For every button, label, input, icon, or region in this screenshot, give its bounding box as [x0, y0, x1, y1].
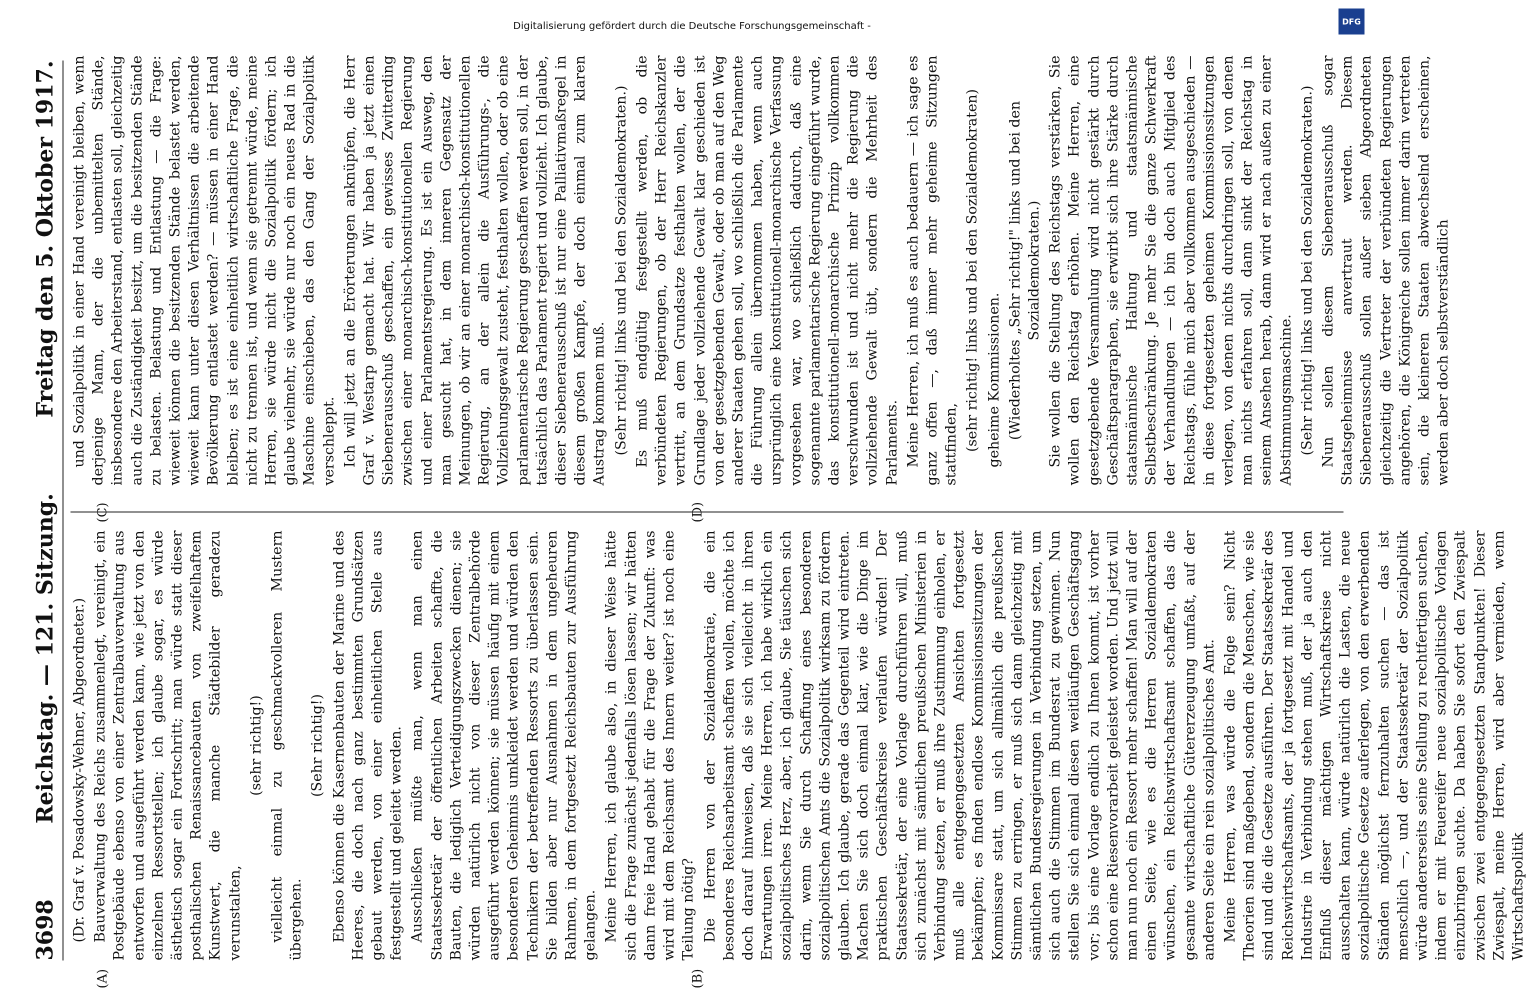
rotated-page: [0, 1, 1527, 1001]
paragraph: Ausschließen müßte man, wenn man einen Staatssekretär der öffentlichen Arbeiten schaffte, die Bauten, die lediglich Verteidigungszwecken dienen; sie würden natürlich nicht von dieser Zentralbehörde ausgeführt werden können; sie müssen häufig mit einem besonderen Geheimnis umkleidet werden und würden den Technikern der betreffenden Ressorts zu überlassen sein. Sie bilden aber nur Ausnahmen in dem ungeheuren Rahmen, in dem fortgesetzt Reichsbauten zur Ausführung gelangen.: [409, 530, 599, 961]
paragraph: Meine Herren, ich glaube also, in dieser Weise hätte sich die Frage zunächst jedenfalls lösen lassen; wir hätten dann freie Hand gehabt für die Frage der Zukunft: was wird mit dem Reichsamt des Innern weiter? ist noch eine Teilung nötig?: [603, 530, 697, 961]
digitization-note: [20, 9, 1363, 45]
column-rule: [70, 512, 1343, 513]
paragraph: Meine Herren, was würde die Folge sein? Nicht Theorien sind maßgebend, sondern die Menschen, wie sie sind und die die Gesetze ausführen. Der Staatssekretär des Reichswirtschaftsamts, der ja fortgesetzt mit Handel und Industrie in Verbindung stehen muß, der ja auch den Einfluß dieser mächtigen Wirtschaftskreise nicht ausschalten kann, würde natürlich die Lasten, die neue sozialpolitische Gesetze auferlegen, von den erwerbenden Ständen möglichst fernzuhalten suchen — das ist menschlich —, und der Staatssekretär der Sozialpolitik würde andererseits seine Stellung zu rechtfertigen suchen, indem er mit Feuereifer neue sozialpolitische Vorlagen einzubringen suchte. Da haben Sie sofort den Zwiespalt zwischen zwei entgegengesetzten Standpunkten! Dieser Zwiespalt, meine Herren, wird aber vermieden, wenn Wirtschaftspolitik: [1221, 530, 1527, 961]
margin-mark-b: (B): [690, 968, 705, 989]
paragraph: Die Herren von der Sozialdemokratie, die ein besonderes Reichsarbeitsamt schaffen wollen, möchte ich doch darauf hinweisen, daß sie sich vielleicht in ihren Erwartungen irren. Meine Herren, ich habe wirklich ein sozialpolitisches Herz, aber, ich glaube, Sie täuschen sich darin, wenn Sie durch Schaffung eines besonderen sozialpolitischen Amts die Sozialpolitik wirksam zu fördern glauben. Ich glaube, gerade das Gegenteil wird eintreten. Machen Sie sich doch einmal klar, wie die Dinge im praktischen Geschäftskreise verlaufen würden! Der Staatssekretär, der eine Vorlage durchführen will, muß sich zunächst mit sämtlichen preußischen Ministerien in Verbindung setzen, er muß ihre Zustimmung einholen, er muß alle entgegengesetzten Ansichten fortgesetzt bekämpfen; es finden endlose Kommissionssitzungen der Kommissare statt, um sich allmählich die preußischen Stimmen zu erringen, er muß sich dann gleichzeitig mit sämtlichen Bundesregierungen in Verbindung setzen, um sich auch die Stimmen im Bundesrat zu gewinnen. Nun stellen Sie sich einmal diesen weitläufigen Geschäftsgang vor; bis eine Vorlage endlich zu Ihnen kommt, ist vorher schon eine Riesenvorarbeit geleistet worden. Und jetzt will man nun noch ein Ressort mehr schaffen! Man will auf der einen Seite, wie es die Herren Sozialdemokraten wünschen, ein Reichswirtschaftsamt schaffen, das die gesamte wirtschaftliche Gütererzeugung umfaßt, auf der anderen Seite ein rein sozialpolitisches Amt.: [701, 530, 1217, 961]
paragraph: Sie wollen die Stellung des Reichstags verstärken, Sie wollen den Reichstag erhöhen. Meine Herren, eine gesetzgebende Versammlung wird nicht gestärkt durch Geschäftsparagraphen, sie erwirbt sich ihre Stärke durch staatsmännische Haltung und staatsmännische Selbstbeschränkung. Je mehr Sie die ganze Schwerkraft der Verhandlungen — ich bin doch auch Mitglied des Reichstags, fühle mich aber vollkommen ausgeschieden — in diese fortgesetzten geheimen Kommissionssitzungen verlegen, von denen nichts durchdringen soll, von denen man nichts erfahren soll, dann sinkt der Reichstag in seinem Ansehen herab, dann wird er nach außen zu einer Abstimmungsmaschine.: [1047, 55, 1294, 486]
page-number: 3698: [32, 899, 58, 961]
paragraph: geheime Kommissionen.: [985, 292, 1002, 468]
session-title: Reichstag. — 121. Sitzung.: [32, 493, 58, 824]
paragraph: Nun sollen diesem Siebenerausschuß sogar Staatsgeheimnisse anvertraut werden. Diesem Siebenerausschuß sollen außer sieben Abgeordneten gleichzeitig die Vertreter der verbündeten Regierungen angehören, die Königreiche sollen immer darin vertreten sein, die kleineren Staaten abwechselnd erscheinen, werden aber doch selbstverständlich: [1320, 55, 1452, 486]
paragraph: vielleicht einmal zu geschmackvolleren Mustern übergehen.: [269, 530, 305, 961]
dfg-logo: DFG: [1338, 9, 1364, 35]
paragraph: Ich will jetzt an die Erörterungen anknüpfen, die Herr Graf v. Westarp gemacht hat. Wir haben ja jetzt einen Siebenerausschuß geschaffen, ein gewisses Zwitterding zwischen einer monarchisch-konstitutionellen Regierung und einer Parlamentsregierung. Es ist ein Ausweg, den man gesucht hat, in dem inneren Gegensatz der Meinungen, ob wir an einer monarchisch-konstitutionellen Regierung, an der allein die Ausführungs-, die Vollziehungsgewalt zusteht, festhalten wollen, oder ob eine parlamentarische Regierung geschaffen werden soll, in der tatsächlich das Parlament regiert und vollzieht. Ich glaube, dieser Siebenerausschuß ist nur eine Palliativmaßregel in diesem großen Kampfe, der doch einmal zum klaren Austrag kommen muß.: [341, 55, 608, 486]
margin-mark-c: (C): [95, 502, 110, 523]
paragraph: Es muß endgültig festgestellt werden, ob die verbündeten Regierungen, ob der Herr Reichskanzler vertritt, an dem Grundsatze festhalten wollen, der die Grundlage jeder vollziehende Gewalt klar geschieden ist von der gesetzgebenden Gewalt, oder ob man auf den Weg anderer Staaten gehen soll, wo schließlich die Parlamente die Führung allein übernommen haben, wenn auch ursprünglich eine konstitutionell-monarchische Verfassung vorgesehen war, wo schließlich dadurch, daß eine sogenannte parlamentarische Regierung eingeführt wurde, das konstitutionell-monarchische Prinzip vollkommen verschwunden ist und nicht mehr die Regierung die vollziehende Gewalt übt, sondern die Mehrheit des Parlaments.: [633, 55, 900, 486]
left-column: [70, 530, 1527, 961]
paragraph: (Sehr richtig!): [309, 693, 326, 798]
margin-mark-a: (A): [95, 968, 110, 989]
paragraph: und Sozialpolitik in einer Hand vereinigt bleiben, wenn derjenige Mann, der die unbemittelten Stände, insbesondere den Arbeiterstand, entlasten soll, gleichzeitig auch die Zuständigkeit besitzt, um die besitzenden Stände zu belasten. Belastung und Entlastung — die Frage: wieweit können die besitzenden Stände belastet werden, wieweit kann unter diesen Verhältnissen die arbeitende Bevölkerung entlastet werden? — müssen in einer Hand bleiben; es ist eine einheitlich wirtschaftliche Frage, die nicht zu trennen ist, und wenn sie getrennt würde, meine Herren, sie würde nicht die Sozialpolitik fördern; ich glaube vielmehr, sie würde nur noch ein neues Rad in die Maschine einschieben, das den Gang der Sozialpolitik verschleppt.: [71, 55, 337, 486]
right-column: [70, 55, 1452, 486]
document-sheet: [0, 1, 1527, 1001]
paragraph: (sehr richtig!): [247, 695, 264, 796]
paragraph: Bauverwaltung des Reichs zusammenlegt, vereinigt, ein Postgebäude ebenso von einer Zentralbauverwaltung aus entworfen und ausgeführt werden kann, wie jetzt von den einzelnen Ressortstellen; ich glaube sogar, es würde ästhetisch sogar ein Fortschritt; man würde statt dieser posthalischen Renaissancebauten von zweifelhaftem Kunstwert, die manche Städtebilder geradezu verunstalten,: [92, 530, 243, 961]
paragraph: Ebenso können die Kasernenbauten der Marine und des Heeres, die doch nach ganz bestimmten Grundsätzen gebaut werden, von einer einheitlichen Stelle aus festgestellt und geleitet werden.: [330, 530, 405, 961]
paragraph: Meine Herren, ich muß es auch bedauern — ich sage es ganz offen —, daß immer mehr geheime Sitzungen stattfinden,: [904, 55, 960, 486]
digitization-note-text: Digitalisierung gefördert durch die Deutsche Forschungsgemeinschaft -: [512, 20, 871, 32]
paragraph: (Sehr richtig! links und bei den Sozialdemokraten.): [1298, 85, 1315, 456]
session-date: Freitag den 5. Oktober 1917.: [32, 60, 58, 418]
paragraph: (Wiederholtes „Sehr richtig!" links und bei den Sozialdemokraten.): [1006, 100, 1042, 441]
margin-mark-d: (D): [690, 501, 705, 523]
paragraph: (Dr. Graf v. Posadowsky-Wehner, Abgeordneter.): [71, 597, 87, 943]
page-header: [28, 61, 63, 961]
paragraph: (sehr richtig! links und bei den Sozialdemokraten): [964, 88, 981, 453]
paragraph: (Sehr richtig! links und bei den Sozialdemokraten.): [612, 85, 629, 456]
